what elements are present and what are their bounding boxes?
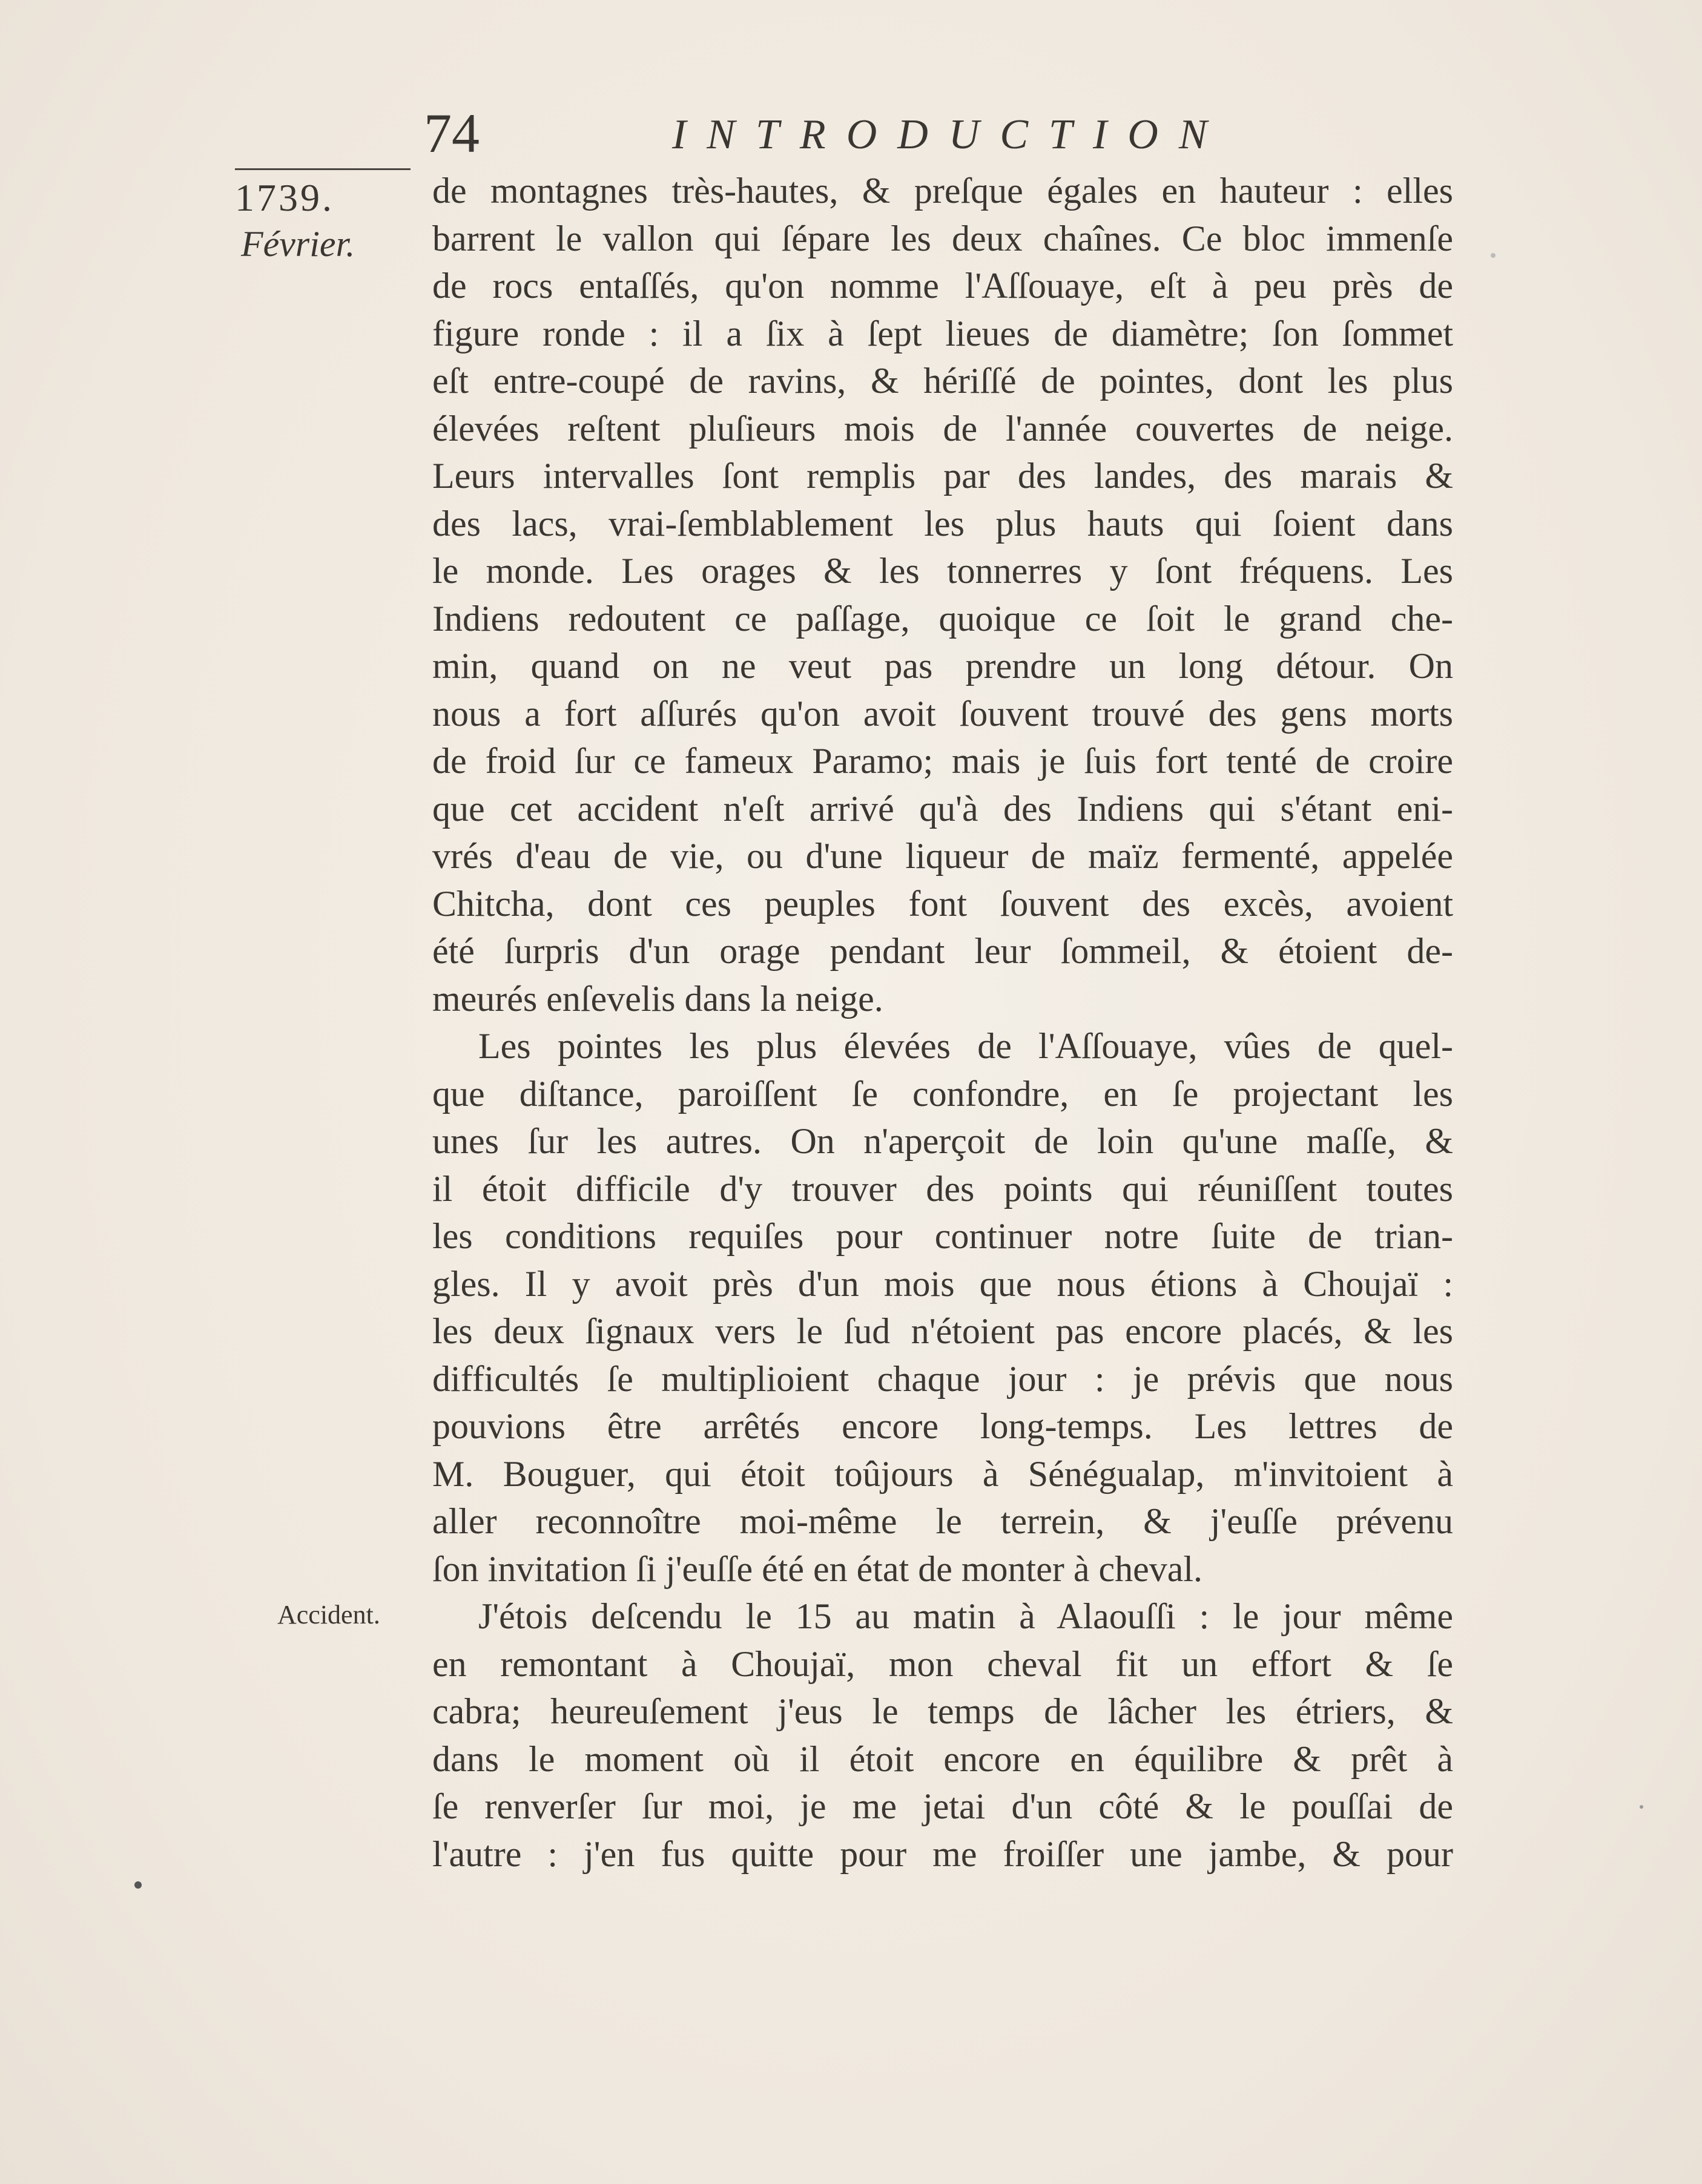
body-text (432, 167, 1453, 1878)
text-line: gles. Il y avoit près d'un mois que nous étions à Choujaï : (432, 1263, 1453, 1304)
text-line: figure ronde : il a ſix à ſept lieues de diamètre; ſon ſommet (432, 313, 1453, 354)
text-line: dans le moment où il étoit encore en équilibre & prêt à (432, 1738, 1453, 1779)
text-line: unes ſur les autres. On n'aperçoit de loin qu'une maſſe, & (432, 1121, 1453, 1161)
running-title: INTRODUCTION (672, 111, 1228, 158)
margin-note-accident: Accident. (277, 1600, 380, 1630)
text-line: Indiens redoutent ce paſſage, quoique ce ſoit le grand che- (432, 598, 1453, 639)
text-line-paragraph-start: Les pointes les plus élevées de l'Aſſouaye, vûes de quel- (478, 1026, 1453, 1066)
text-line: ſon invitation ſi j'euſſe été en état de monter à cheval. (432, 1548, 1203, 1589)
header-rule (235, 168, 411, 170)
text-line: pouvions être arrêtés encore long-temps. Les lettres de (432, 1406, 1453, 1446)
text-line: Leurs intervalles ſont remplis par des landes, des marais & (432, 456, 1453, 496)
text-line: le monde. Les orages & les tonnerres y ſont fréquens. Les (432, 551, 1453, 591)
text-line: de montagnes très-hautes, & preſque égales en hauteur : elles (432, 171, 1453, 211)
text-line: min, quand on ne veut pas prendre un long détour. On (432, 646, 1453, 686)
text-line: de rocs entaſſés, qu'on nomme l'Aſſouaye, eſt à peu près de (432, 266, 1453, 306)
text-line: il étoit difficile d'y trouver des points qui réuniſſent toutes (432, 1168, 1453, 1209)
ink-speck (1491, 253, 1496, 258)
text-line: de froid ſur ce fameux Paramo; mais je ſuis fort tenté de croire (432, 741, 1453, 781)
text-line: Chitcha, dont ces peuples font ſouvent des excès, avoient (432, 883, 1453, 924)
text-line: des lacs, vrai-ſemblablement les plus hauts qui ſoient dans (432, 503, 1453, 544)
text-line-paragraph-start: J'étois deſcendu le 15 au matin à Alaouſſi : le jour même (478, 1596, 1453, 1636)
text-line: difficultés ſe multiplioient chaque jour : je prévis que nous (432, 1358, 1453, 1399)
text-line: meurés enſevelis dans la neige. (432, 978, 883, 1019)
text-line: que diſtance, paroiſſent ſe confondre, en ſe projectant les (432, 1073, 1453, 1114)
text-line: ſe renverſer ſur moi, je me jetai d'un côté & le pouſſai de (432, 1786, 1453, 1826)
text-line: barrent le vallon qui ſépare les deux chaînes. Ce bloc immenſe (432, 218, 1453, 258)
text-line: les conditions requiſes pour continuer notre ſuite de trian- (432, 1216, 1453, 1256)
text-line: élevées reſtent pluſieurs mois de l'année couvertes de neige. (432, 408, 1453, 449)
text-line: aller reconnoître moi-même le terrein, & j'euſſe prévenu (432, 1501, 1453, 1541)
ink-speck (134, 1881, 142, 1889)
page-number: 74 (424, 102, 480, 164)
text-line: nous a fort aſſurés qu'on avoit ſouvent trouvé des gens morts (432, 693, 1453, 734)
margin-note-year: 1739. (235, 176, 334, 219)
margin-note-month: Février. (241, 224, 355, 264)
text-line: été ſurpris d'un orage pendant leur ſommeil, & étoient de- (432, 931, 1453, 971)
text-line: les deux ſignaux vers le ſud n'étoient pas encore placés, & les (432, 1311, 1453, 1351)
text-line: l'autre : j'en fus quitte pour me froiſſer une jambe, & pour (432, 1834, 1453, 1874)
text-line: M. Bouguer, qui étoit toûjours à Sénégualap, m'invitoient à (432, 1453, 1453, 1494)
text-line: en remontant à Choujaï, mon cheval fit un effort & ſe (432, 1643, 1453, 1684)
text-line: vrés d'eau de vie, ou d'une liqueur de maïz fermenté, appelée (432, 836, 1453, 876)
text-line: cabra; heureuſement j'eus le temps de lâcher les étriers, & (432, 1691, 1453, 1731)
ink-speck (1640, 1805, 1643, 1809)
text-line: eſt entre-coupé de ravins, & hériſſé de pointes, dont les plus (432, 361, 1453, 401)
text-line: que cet accident n'eſt arrivé qu'à des Indiens qui s'étant eni- (432, 788, 1453, 829)
